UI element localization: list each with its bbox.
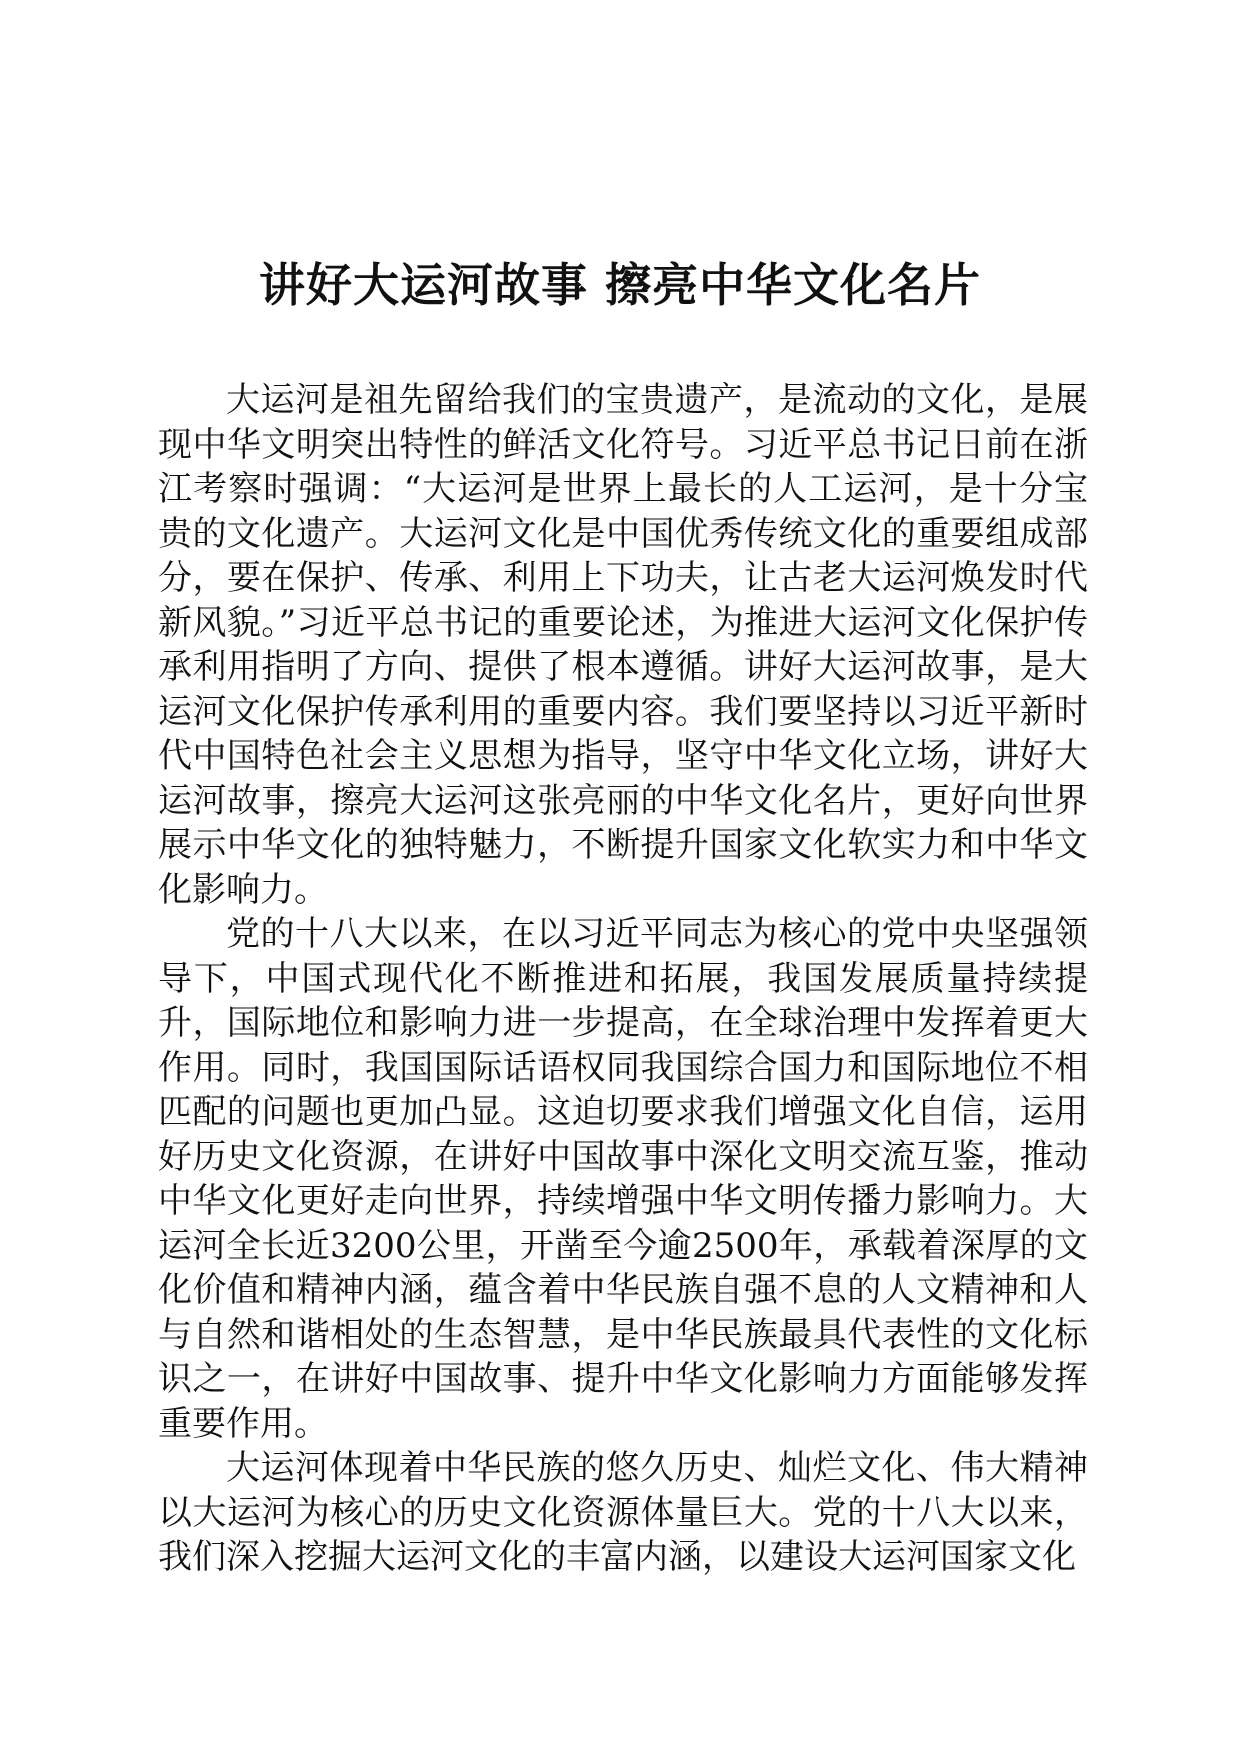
- paragraph-1: 大运河是祖先留给我们的宝贵遗产，是流动的文化，是展现中华文明突出特性的鲜活文化符号。习近平总书记日前在浙江考察时强调：“大运河是世界上最长的人工运河，是十分宝贵的文化遗产。大运河文化是中国优秀传统文化的重要组成部分，要在保护、传承、利用上下功夫，让古老大运河焕发时代新风貌。”习近平总书记的重要论述，为推进大运河文化保护传承利用指明了方向、提供了根本遵循。讲好大运河故事，是大运河文化保护传承利用的重要内容。我们要坚持以习近平新时代中国特色社会主义思想为指导，坚守中华文化立场，讲好大运河故事，擦亮大运河这张亮丽的中华文化名片，更好向世界展示中华文化的独特魅力，不断提升国家文化软实力和中华文化影响力。: [158, 380, 1088, 910]
- document-body: [158, 378, 1088, 1580]
- paragraph-2: 党的十八大以来，在以习近平同志为核心的党中央坚强领导下，中国式现代化不断推进和拓展，我国发展质量持续提升，国际地位和影响力进一步提高，在全球治理中发挥着更大作用。同时，我国国际话语权同我国综合国力和国际地位不相匹配的问题也更加凸显。这迫切要求我们增强文化自信，运用好历史文化资源，在讲好中国故事中深化文明交流互鉴，推动中华文化更好走向世界，持续增强中华文明传播力影响力。大运河全长近3200公里，开凿至今逾2500年，承载着深厚的文化价值和精神内涵，蕴含着中华民族自强不息的人文精神和人与自然和谐相处的生态智慧，是中华民族最具代表性的文化标识之一，在讲好中国故事、提升中华文化影响力方面能够发挥重要作用。: [158, 914, 1088, 1444]
- paragraph-3: 大运河体现着中华民族的悠久历史、灿烂文化、伟大精神以大运河为核心的历史文化资源体量巨大。党的十八大以来，我们深入挖掘大运河文化的丰富内涵，以建设大运河国家文化: [158, 1448, 1088, 1577]
- document-title: 讲好大运河故事 擦亮中华文化名片: [258, 258, 981, 312]
